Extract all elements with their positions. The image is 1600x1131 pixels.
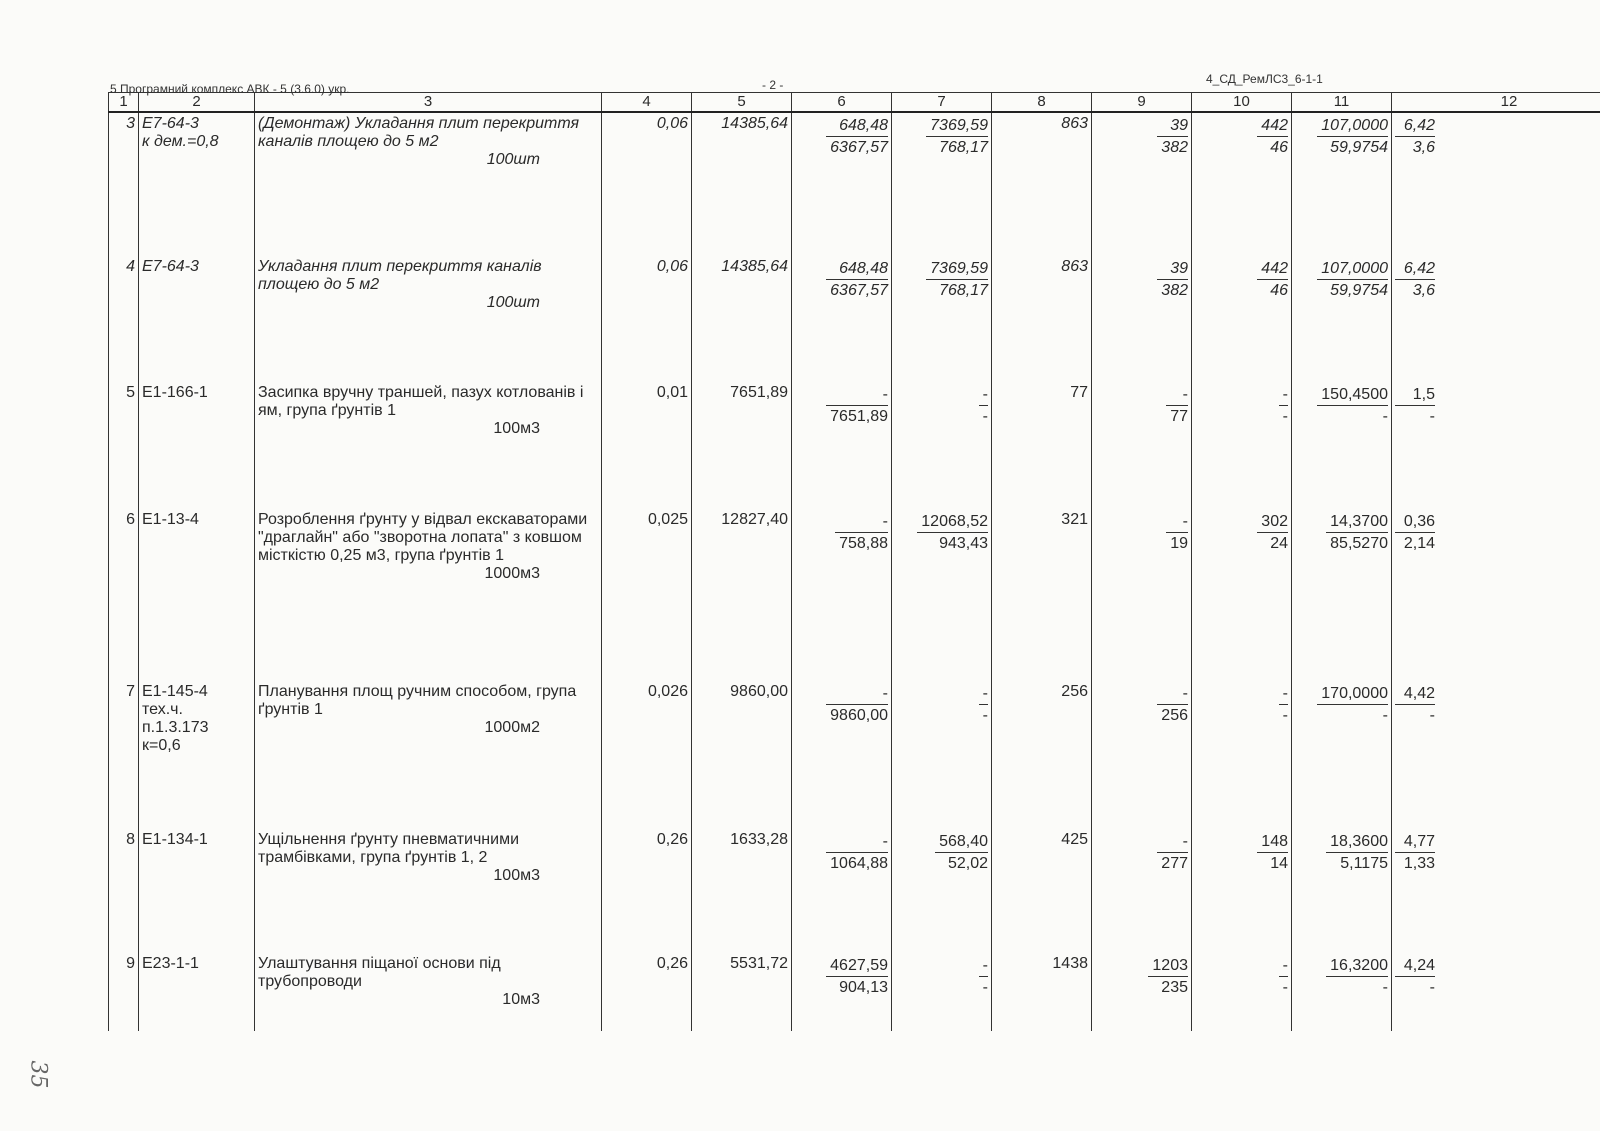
column-number-row [109,93,1600,113]
col6-value [835,511,888,554]
measure-unit: 100шт [486,294,540,311]
col11-value [1317,115,1388,158]
col11-value-top: 150,4500 [1317,384,1388,406]
col11-value-bottom: - [1382,707,1388,724]
work-description: Засипка вручну траншей, пазух котлованів і ям, група ґрунтів 1 [258,384,584,419]
table-row [109,935,1600,1031]
col10-value-top: 442 [1257,115,1288,137]
col7-value-top: 7369,59 [926,258,988,280]
col12-value-bottom: 3,6 [1412,139,1435,156]
col7-value [979,384,988,427]
column-header-9: 9 [1092,93,1192,113]
col11-value [1326,511,1388,554]
col9-value [1148,955,1188,998]
measure-unit: 10м3 [502,991,540,1008]
work-description: Розроблення ґрунту у відвал екскаваторами "драглайн" або "зворотна лопата" з ковшом місткістю 0,25 м3, група ґрунтів 1 [258,511,588,564]
col7-value-bottom: - [982,707,988,724]
col7-value [917,511,988,554]
col11-value-top: 14,3700 [1326,511,1388,533]
col11-value [1317,683,1388,726]
col9-value-bottom: 382 [1161,282,1188,299]
col6-value-bottom: 6367,57 [830,282,888,299]
col10-value-bottom: 46 [1270,139,1288,156]
work-description: Укладання плит перекриття каналів площею до 5 м2 [258,258,542,293]
col9-value-top: - [1166,511,1188,533]
col7-value-bottom: 768,17 [939,139,988,156]
col7-value [926,115,988,158]
col6-value [826,384,888,427]
col12-value [1395,511,1435,554]
col7-value-bottom: - [982,979,988,996]
column-header-10: 10 [1192,93,1292,113]
col8-value: 256 [1061,683,1088,700]
unit-price: 9860,00 [730,683,788,700]
col12-value [1395,384,1435,427]
col7-value [979,683,988,726]
col6-value-top: 648,48 [826,258,888,280]
estimate-body [109,112,1600,1031]
rate-code: Е7-64-3 к дем.=0,8 [142,115,219,150]
rate-code: Е1-145-4 тех.ч. п.1.3.173 к=0,6 [142,683,209,754]
col12-value-top: 1,5 [1395,384,1435,406]
table-row [109,112,1600,238]
column-header-12: 12 [1392,93,1600,113]
col6-value-top: 4627,59 [826,955,888,977]
col7-value-top: 12068,52 [917,511,988,533]
col10-value-top: 302 [1257,511,1288,533]
column-header-1: 1 [109,93,139,113]
column-header-8: 8 [992,93,1092,113]
col12-value-top: 4,24 [1395,955,1435,977]
col6-value-bottom: 9860,00 [830,707,888,724]
col9-value [1157,831,1188,874]
col11-value-bottom: 59,9754 [1330,282,1388,299]
row-number: 7 [126,683,135,700]
column-header-5: 5 [692,93,792,113]
col10-value-bottom: - [1282,707,1288,724]
rate-code: Е7-64-3 [142,258,199,275]
quantity: 0,026 [647,683,688,700]
col12-value-top: 6,42 [1395,115,1435,137]
row-number: 8 [126,831,135,848]
col10-value-bottom: - [1282,979,1288,996]
work-description: Улаштування піщаної основи під трубопроводи [258,955,501,990]
table-row [109,364,1600,491]
work-description: Ущільнення ґрунту пневматичними трамбівками, група ґрунтів 1, 2 [258,831,520,866]
col10-value-bottom: 14 [1270,855,1288,872]
col11-value-top: 107,0000 [1317,258,1388,280]
col11-value-top: 170,0000 [1317,683,1388,705]
col9-value [1157,115,1188,158]
col9-value-top: - [1157,683,1188,705]
col9-value-bottom: 77 [1170,408,1188,425]
col6-value-top: - [826,384,888,406]
quantity: 0,26 [656,955,688,972]
table-row [109,663,1600,811]
col12-value-top: 4,77 [1395,831,1435,853]
col11-value-top: 18,3600 [1326,831,1388,853]
unit-price: 12827,40 [721,511,788,528]
col12-value [1395,258,1435,301]
measure-unit: 100м3 [493,420,540,437]
col10-value-top: 442 [1257,258,1288,280]
col6-value-top: - [826,831,888,853]
rate-code: Е1-13-4 [142,511,199,528]
col7-value [979,955,988,998]
col9-value [1166,511,1188,554]
row-number: 9 [126,955,135,972]
col7-value-top: - [979,683,988,705]
col12-value-bottom: - [1429,408,1435,425]
handwritten-sheet-number: 35 [25,1060,51,1089]
measure-unit: 100шт [486,151,540,168]
col11-value-top: 16,3200 [1326,955,1388,977]
col9-value-top: 39 [1157,258,1188,280]
col12-value [1395,955,1435,998]
col9-value-top: - [1157,831,1188,853]
col9-value-bottom: 235 [1161,979,1188,996]
col6-value [826,831,888,874]
col12-value [1395,831,1435,874]
col11-value [1326,831,1388,874]
column-header-2: 2 [139,93,255,113]
col6-value [826,683,888,726]
col10-value [1257,115,1288,158]
col9-value-top: - [1166,384,1188,406]
col6-value-bottom: 7651,89 [830,408,888,425]
col12-value-bottom: - [1429,707,1435,724]
col7-value [935,831,988,874]
rate-code: Е1-166-1 [142,384,208,401]
col10-value-bottom: - [1282,408,1288,425]
unit-price: 14385,64 [721,258,788,275]
col8-value: 863 [1061,115,1088,132]
unit-price: 1633,28 [730,831,788,848]
estimate-sheet [108,92,1526,1044]
col6-value-top: - [826,683,888,705]
software-header: 5 Програмний комплекс АВК - 5 (3.6.0) укр. [110,82,350,96]
col10-value [1279,955,1288,998]
col11-value-bottom: 85,5270 [1330,535,1388,552]
unit-price: 5531,72 [730,955,788,972]
col7-value-top: 568,40 [935,831,988,853]
col9-value [1166,384,1188,427]
col10-value-bottom: 46 [1270,282,1288,299]
col12-value-bottom: 2,14 [1403,535,1435,552]
col12-value [1395,115,1435,158]
column-header-3: 3 [255,93,602,113]
col7-value-top: - [979,384,988,406]
table-row [109,811,1600,935]
estimate-table [108,92,1600,1031]
col11-value-bottom: - [1382,979,1388,996]
column-header-6: 6 [792,93,892,113]
col7-value-bottom: 943,43 [939,535,988,552]
column-header-7: 7 [892,93,992,113]
col12-value-top: 4,42 [1395,683,1435,705]
col11-value [1317,258,1388,301]
rate-code: Е23-1-1 [142,955,199,972]
quantity: 0,025 [647,511,688,528]
col10-value-bottom: 24 [1270,535,1288,552]
document-code: 4_СД_РемЛС3_6-1-1 [1206,72,1323,86]
col7-value-bottom: 768,17 [939,282,988,299]
col12-value-bottom: - [1429,979,1435,996]
col8-value: 321 [1061,511,1088,528]
col10-value [1257,511,1288,554]
col6-value [826,955,888,998]
col7-value [926,258,988,301]
work-description: Планування площ ручним способом, група ґрунтів 1 [258,683,577,718]
col9-value-top: 1203 [1148,955,1188,977]
col11-value [1326,955,1388,998]
col8-value: 863 [1061,258,1088,275]
col7-value-bottom: 52,02 [947,855,988,872]
col7-value-bottom: - [982,408,988,425]
unit-price: 7651,89 [730,384,788,401]
col9-value-top: 39 [1157,115,1188,137]
col11-value-bottom: - [1382,408,1388,425]
col9-value-bottom: 382 [1161,139,1188,156]
col10-value-top: - [1279,384,1288,406]
col6-value-bottom: 6367,57 [830,139,888,156]
work-description: (Демонтаж) Укладання плит перекриття каналів площею до 5 м2 [258,115,580,150]
row-number: 5 [126,384,135,401]
col6-value-bottom: 758,88 [839,535,888,552]
rate-code: Е1-134-1 [142,831,208,848]
col8-value: 1438 [1052,955,1088,972]
col10-value-top: - [1279,683,1288,705]
col11-value-bottom: 5,1175 [1340,855,1388,872]
page-number: - 2 - [762,78,784,92]
row-number: 4 [126,258,135,275]
col10-value [1279,683,1288,726]
quantity: 0,06 [656,258,688,275]
col6-value-top: 648,48 [826,115,888,137]
row-number: 3 [126,115,135,132]
col9-value [1157,258,1188,301]
table-row [109,238,1600,364]
row-number: 6 [126,511,135,528]
quantity: 0,01 [656,384,688,401]
col6-value-bottom: 904,13 [839,979,888,996]
col6-value [826,258,888,301]
col10-value [1257,258,1288,301]
col12-value-top: 6,42 [1395,258,1435,280]
col9-value-bottom: 277 [1161,855,1188,872]
measure-unit: 1000м3 [484,565,540,582]
col8-value: 77 [1070,384,1088,401]
col11-value-top: 107,0000 [1317,115,1388,137]
col6-value-top: - [835,511,888,533]
col12-value [1395,683,1435,726]
col11-value [1317,384,1388,427]
col6-value [826,115,888,158]
col9-value-bottom: 256 [1161,707,1188,724]
col9-value-bottom: 19 [1170,535,1188,552]
col10-value [1257,831,1288,874]
col7-value-top: 7369,59 [926,115,988,137]
col7-value-top: - [979,955,988,977]
col6-value-bottom: 1064,88 [830,855,888,872]
col10-value-top: - [1279,955,1288,977]
col10-value [1279,384,1288,427]
column-header-4: 4 [602,93,692,113]
measure-unit: 1000м2 [484,719,540,736]
col12-value-bottom: 3,6 [1412,282,1435,299]
col12-value-bottom: 1,33 [1403,855,1435,872]
col9-value [1157,683,1188,726]
column-header-11: 11 [1292,93,1392,113]
measure-unit: 100м3 [493,867,540,884]
unit-price: 14385,64 [721,115,788,132]
quantity: 0,26 [656,831,688,848]
col8-value: 425 [1061,831,1088,848]
col10-value-top: 148 [1257,831,1288,853]
col11-value-bottom: 59,9754 [1330,139,1388,156]
col12-value-top: 0,36 [1395,511,1435,533]
quantity: 0,06 [656,115,688,132]
table-row [109,491,1600,663]
